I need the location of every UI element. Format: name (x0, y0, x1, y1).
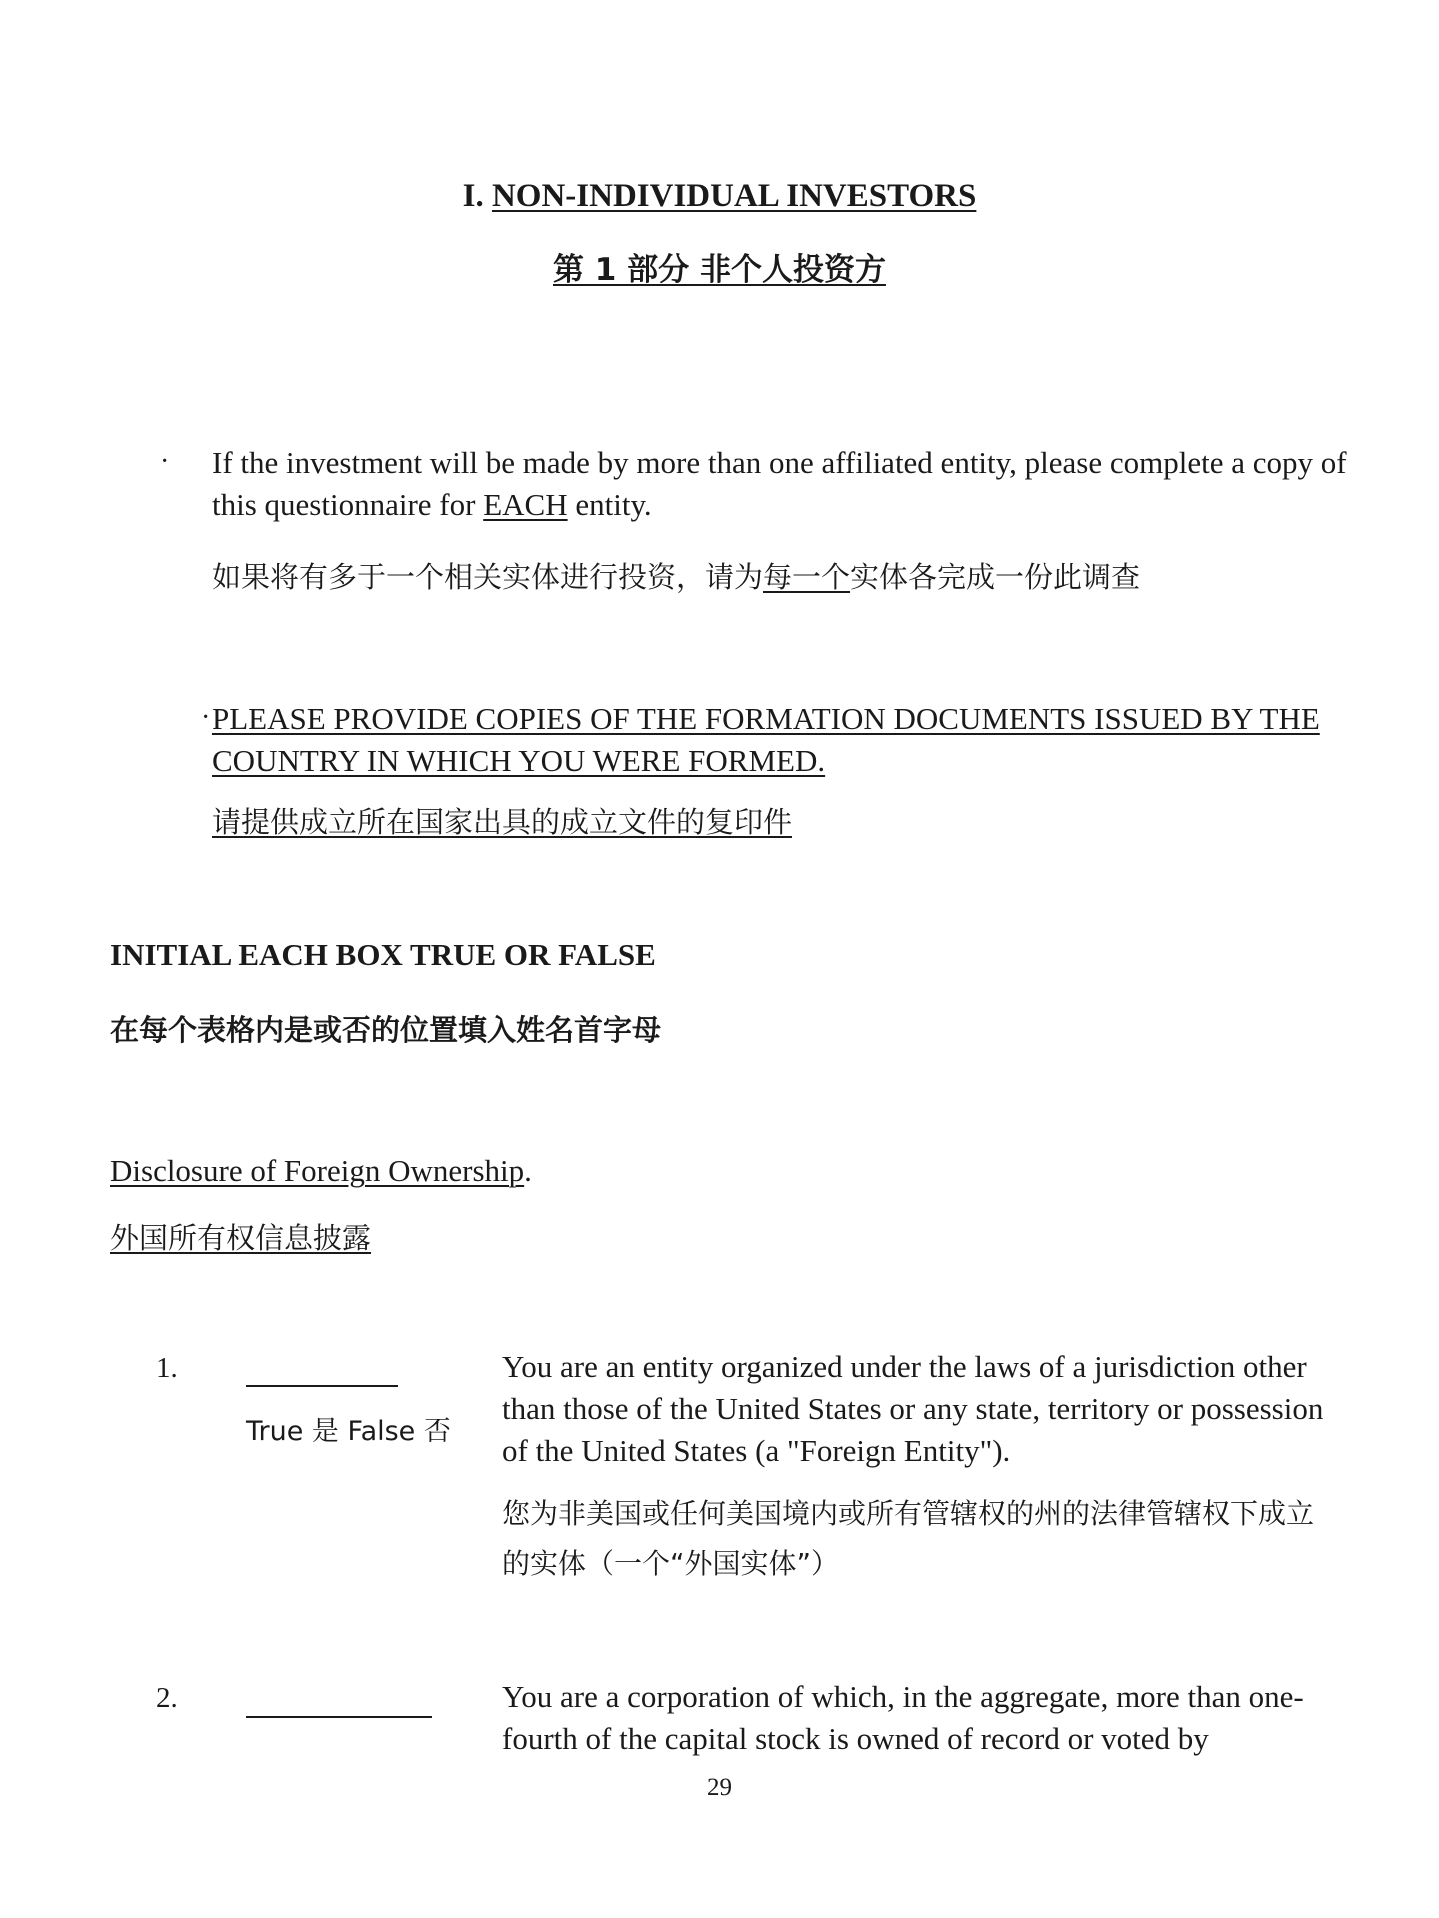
bullet-text (212, 442, 1347, 526)
bullet-text-cn (212, 556, 1372, 598)
instruction-heading-cn: 在每个表格内是或否的位置填入姓名首字母 (110, 1013, 662, 1047)
page-number: 29 (707, 1774, 732, 1801)
section-heading-suffix: . (524, 1153, 532, 1188)
title-prefix: I. (462, 178, 492, 214)
initial-field[interactable] (246, 1716, 432, 1718)
bullet-text-emphasis: EACH (483, 487, 568, 522)
true-false-label: True 是 False 否 (246, 1416, 451, 1447)
bullet-marker: · (201, 702, 211, 733)
item-text-cn: 您为非美国或任何美国境内或所有管辖权的州的法律管辖权下成立的实体（一个“外国实体”） (502, 1497, 1315, 1580)
item-text: You are an entity organized under the laws of a jurisdiction other than those of the United States or any state, territory or possession of the United States (a "Foreign Entity"). (502, 1349, 1324, 1468)
bullet-marker: · (160, 446, 170, 477)
item-number: 2. (156, 1682, 178, 1714)
page-title (0, 178, 1439, 215)
title-text: NON-INDIVIDUAL INVESTORS (491, 178, 977, 214)
item-number: 1. (156, 1352, 178, 1384)
item-text: You are a corporation of which, in the aggregate, more than one-fourth of the capital stock is owned of record or voted by (502, 1679, 1304, 1756)
page-title-cn (0, 244, 1439, 289)
bullet-text-part: If the investment will be made by more than one affiliated entity, please complete a copy of this questionnaire for (212, 445, 1347, 522)
bullet-cn-part: 实体各完成一份此调查 (850, 560, 1141, 594)
bullet-text: PLEASE PROVIDE COPIES OF THE FORMATION DOCUMENTS ISSUED BY THE COUNTRY IN WHICH YOU WERE FORMED. (212, 701, 1320, 778)
bullet-cn-emphasis: 每一个 (763, 560, 851, 594)
bullet-text-cn: 请提供成立所在国家出具的成立文件的复印件 (212, 805, 793, 839)
section-heading-cn: 外国所有权信息披露 (110, 1221, 372, 1255)
initial-field[interactable] (246, 1385, 398, 1387)
title-cn-text: 第 1 部分 非个人投资方 (553, 252, 886, 288)
section-heading-text: Disclosure of Foreign Ownership (110, 1153, 525, 1188)
section-heading (110, 1150, 532, 1192)
instruction-heading: INITIAL EACH BOX TRUE OR FALSE (110, 937, 656, 972)
bullet-text-part: entity. (567, 487, 652, 522)
bullet-cn-part: 如果将有多于一个相关实体进行投资，请为 (212, 560, 764, 594)
